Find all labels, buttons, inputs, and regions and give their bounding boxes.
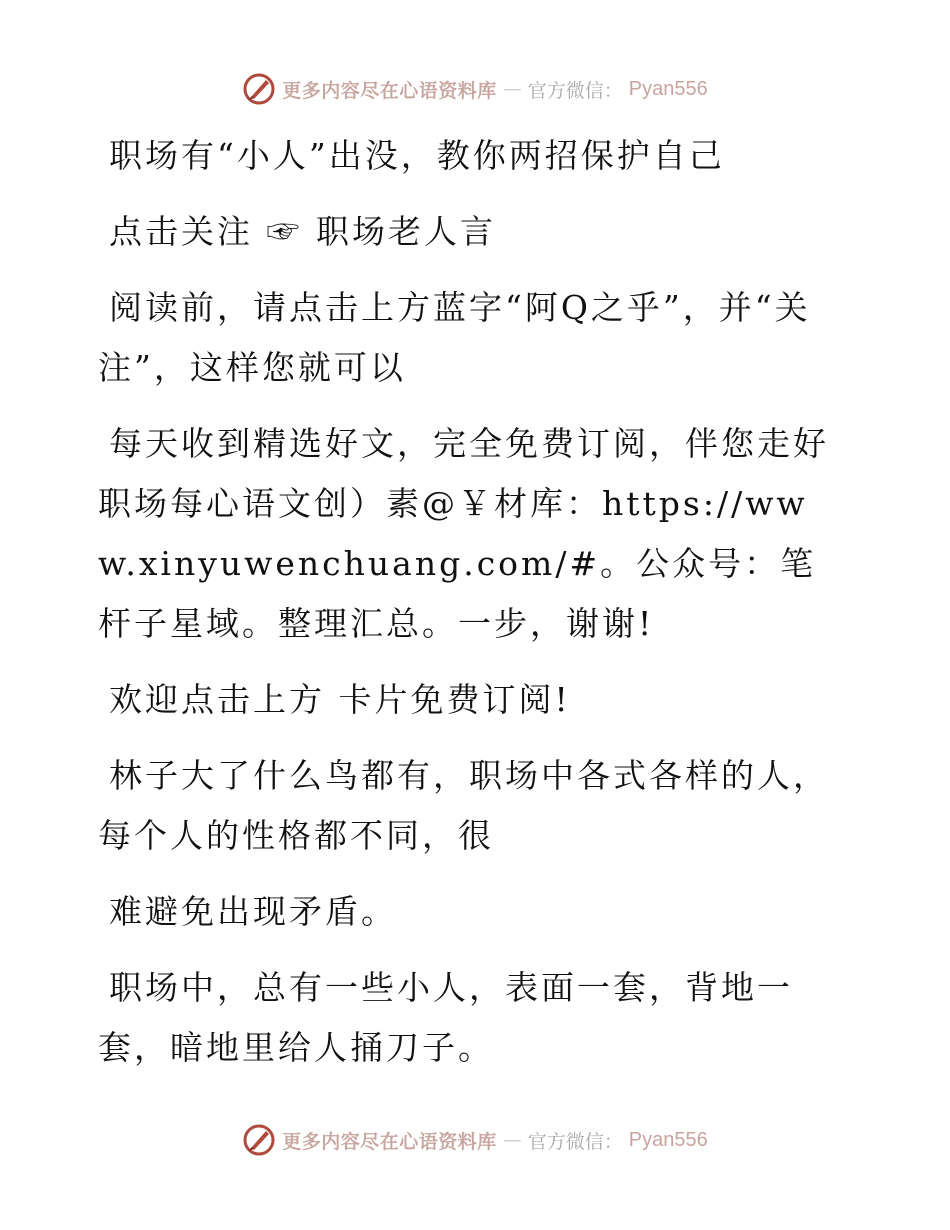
watermark-brand-text: 更多内容尽在心语资料库	[282, 79, 497, 102]
watermark-official-label: 官方微信：	[527, 79, 623, 102]
watermark-separator: —	[502, 1129, 522, 1151]
paragraph: 难避免出现矛盾。	[109, 892, 397, 931]
footer-watermark	[0, 1123, 950, 1157]
quill-pen-logo-icon	[242, 72, 276, 106]
follow-line: 点击关注 ☞ 职场老人言	[109, 212, 496, 251]
watermark-separator: —	[502, 78, 522, 100]
paragraph: 欢迎点击上方 卡片免费订阅!	[109, 680, 571, 719]
watermark-official-label: 官方微信：	[527, 1130, 623, 1153]
paragraph: 阅读前，请点击上方蓝字“阿Q之乎”，并“关注”，这样您就可以	[98, 288, 811, 387]
header-watermark	[0, 72, 950, 106]
watermark-wechat-id: Pyan556	[628, 77, 708, 100]
paragraph: 林子大了什么鸟都有，职场中各式各样的人，每个人的性格都不同，很	[98, 756, 829, 855]
paragraph: 每天收到精选好文，完全免费订阅，伴您走好职场每心语文创）素@￥材库：https://www.xinyuwenchuang.com/#。公众号：笔杆子星域。整理汇总。一步，谢谢!	[98, 424, 829, 643]
quill-pen-logo-icon	[242, 1123, 276, 1157]
document-body	[98, 118, 838, 1086]
watermark-brand-text: 更多内容尽在心语资料库	[282, 1130, 497, 1153]
document-title: 职场有“小人”出没，教你两招保护自己	[109, 136, 725, 175]
watermark-wechat-id: Pyan556	[628, 1128, 708, 1151]
paragraph: 职场中，总有一些小人，表面一套，背地一套，暗地里给人捅刀子。	[98, 968, 793, 1067]
